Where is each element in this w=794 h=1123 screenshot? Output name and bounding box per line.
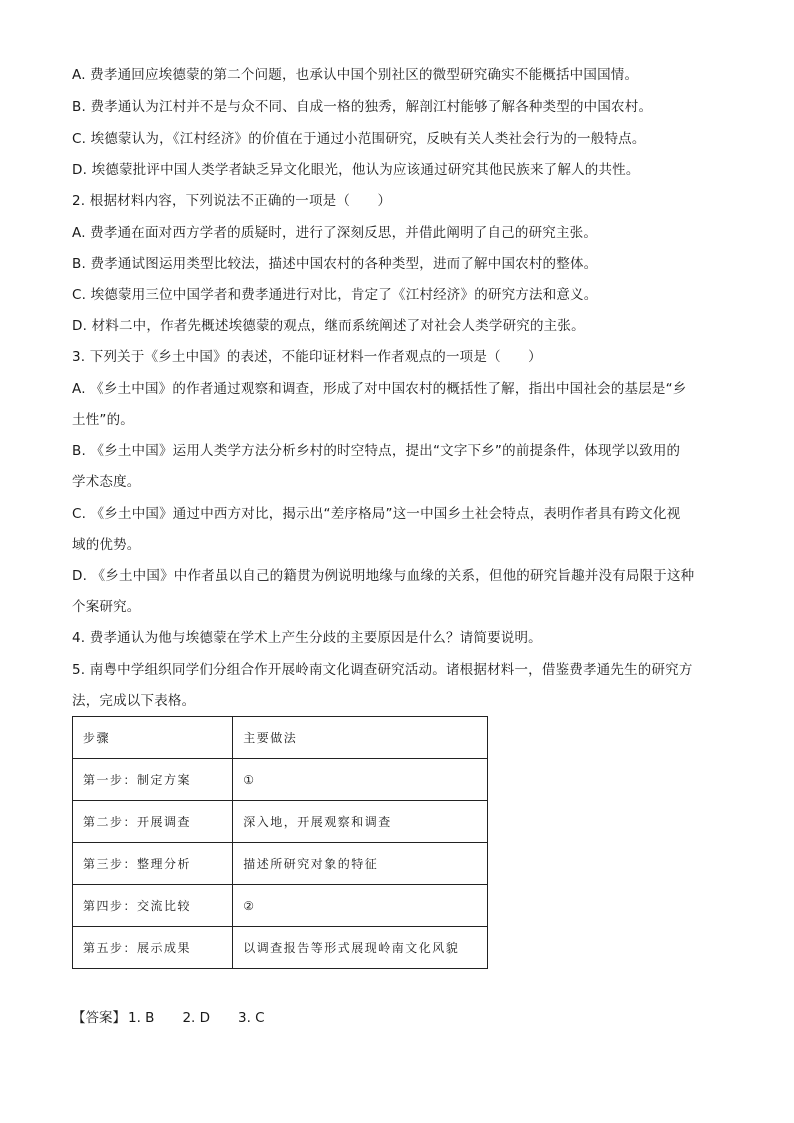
table-row [73, 843, 488, 885]
answer-item: 1. B [128, 1010, 155, 1026]
table-cell-method: ① [233, 759, 488, 801]
option-2a: A. 费孝通在面对西方学者的质疑时，进行了深刻反思，并借此阐明了自己的研究主张。 [72, 225, 598, 241]
answer-item: 2. D [182, 1010, 211, 1026]
question-5-line2: 法，完成以下表格。 [72, 693, 196, 709]
answer-line [72, 1009, 265, 1027]
table-header-row [73, 717, 488, 759]
table-cell-method: 以调查报告等形式展现岭南文化风貌 [233, 927, 488, 969]
question-3: 3. 下列关于《乡土中国》的表述，不能印证材料一作者观点的一项是（ ） [72, 349, 542, 365]
table-row [73, 801, 488, 843]
option-3b-line2: 学术态度。 [72, 474, 141, 490]
table-cell-step: 第一步：制定方案 [73, 759, 233, 801]
option-3d-line2: 个案研究。 [72, 599, 141, 615]
table-cell-step: 第四步：交流比较 [73, 885, 233, 927]
table-cell-method: 描述所研究对象的特征 [233, 843, 488, 885]
table-cell-step: 第二步：开展调查 [73, 801, 233, 843]
option-3c-line1: C. 《乡土中国》通过中西方对比，揭示出“差序格局”这一中国乡土社会特点，表明作者具有跨文化视 [72, 506, 681, 522]
table-row [73, 927, 488, 969]
option-1b: B. 费孝通认为江村并不是与众不同、自成一格的独秀，解剖江村能够了解各种类型的中国农村。 [72, 99, 653, 115]
table-cell-method: 深入地，开展观察和调查 [233, 801, 488, 843]
option-3c-line2: 域的优势。 [72, 537, 141, 553]
option-1d: D. 埃德蒙批评中国人类学者缺乏异文化眼光，他认为应该通过研究其他民族来了解人的共性。 [72, 162, 640, 178]
option-1c: C. 埃德蒙认为，《江村经济》的价值在于通过小范围研究，反映有关人类社会行为的一般特点。 [72, 131, 646, 147]
option-2d: D. 材料二中，作者先概述埃德蒙的观点，继而系统阐述了对社会人类学研究的主张。 [72, 318, 585, 334]
option-3a-line2: 土性”的。 [72, 412, 134, 428]
option-1a: A. 费孝通回应埃德蒙的第二个问题，也承认中国个别社区的微型研究确实不能概括中国国情。 [72, 67, 639, 83]
question-2: 2. 根据材料内容，下列说法不正确的一项是（ ） [72, 193, 392, 209]
table-cell-step: 第三步：整理分析 [73, 843, 233, 885]
answer-tag: 【答案】 [72, 1010, 126, 1026]
option-3a-line1: A. 《乡土中国》的作者通过观察和调查，形成了对中国农村的概括性了解，指出中国社会的基层是“乡 [72, 381, 687, 397]
table-cell-step: 第五步：展示成果 [73, 927, 233, 969]
table-row [73, 759, 488, 801]
option-2c: C. 埃德蒙用三位中国学者和费孝通进行对比，肯定了《江村经济》的研究方法和意义。 [72, 287, 598, 303]
option-3b-line1: B. 《乡土中国》运用人类学方法分析乡村的时空特点，提出“文字下乡”的前提条件，体现学以致用的 [72, 443, 681, 459]
question-5-line1: 5. 南粤中学组织同学们分组合作开展岭南文化调查研究活动。诸根据材料一，借鉴费孝通先生的研究方 [72, 662, 693, 678]
table-row [73, 885, 488, 927]
question-4: 4. 费孝通认为他与埃德蒙在学术上产生分歧的主要原因是什么？请简要说明。 [72, 630, 542, 646]
table-cell-method: ② [233, 885, 488, 927]
option-3d-line1: D. 《乡土中国》中作者虽以自己的籍贯为例说明地缘与血缘的关系，但他的研究旨趣并没有局限于这种 [72, 568, 695, 584]
table-header-method: 主要做法 [233, 717, 488, 759]
answer-item: 3. C [238, 1010, 265, 1026]
table-header-step: 步骤 [73, 717, 233, 759]
steps-table [72, 716, 488, 969]
option-2b: B. 费孝通试图运用类型比较法，描述中国农村的各种类型，进而了解中国农村的整体。 [72, 256, 598, 272]
